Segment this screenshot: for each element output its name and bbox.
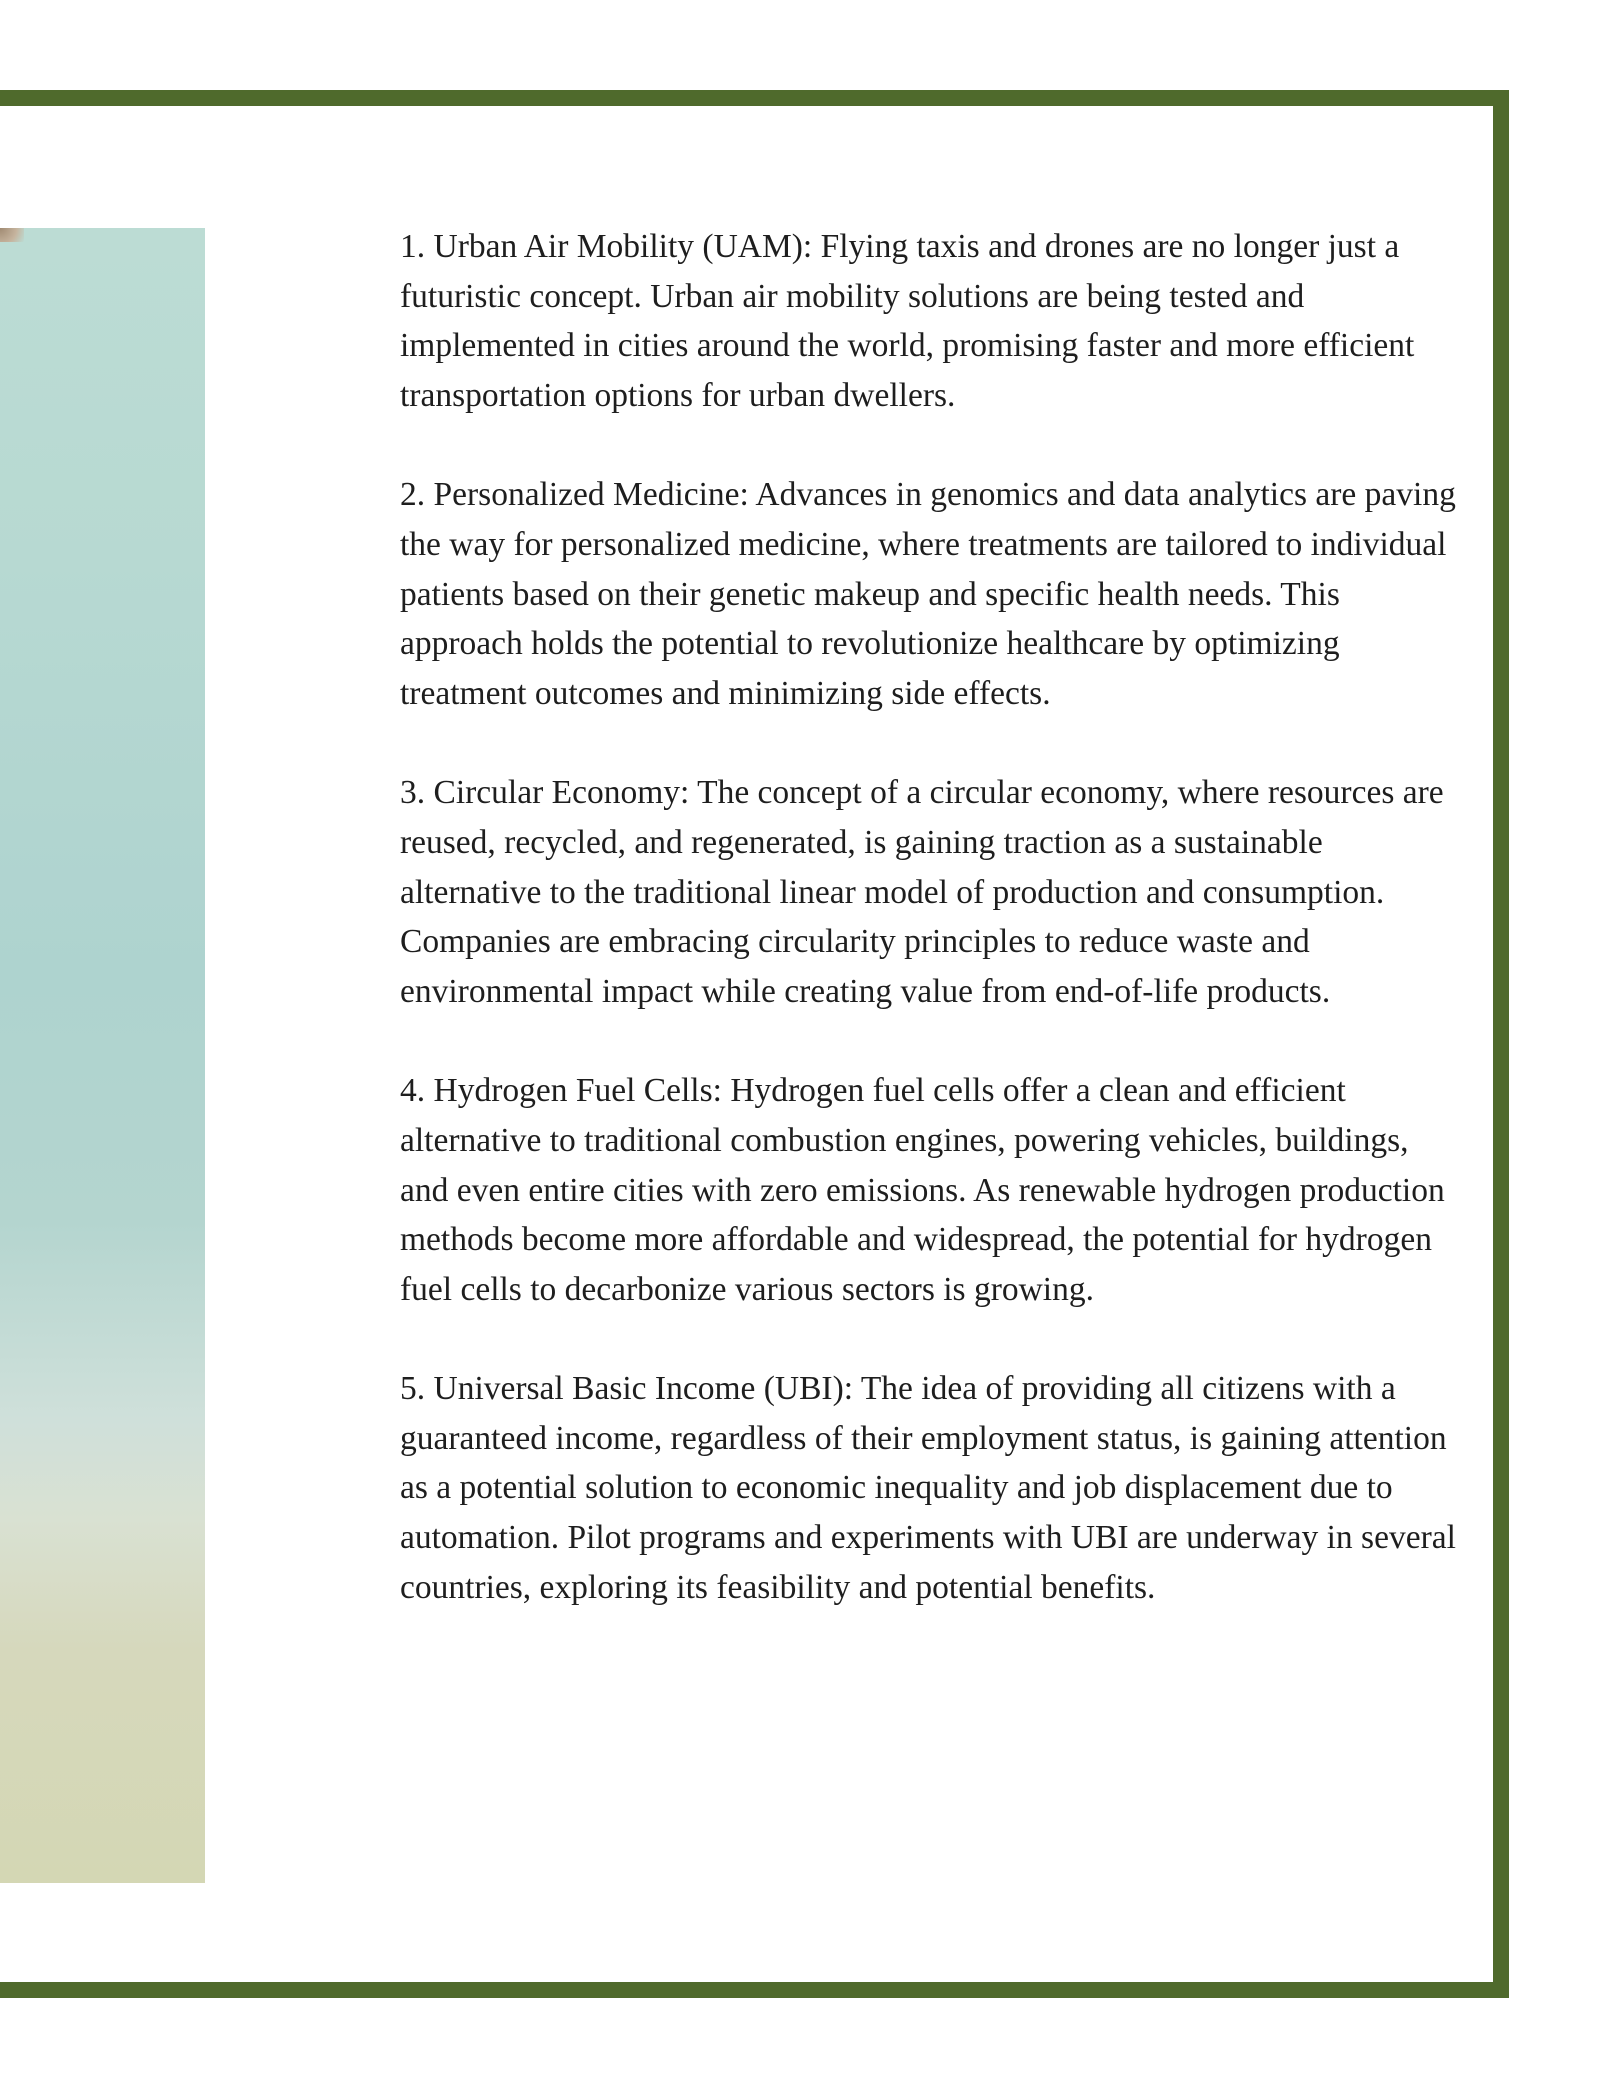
article-body [400, 222, 1460, 1612]
list-item-hydrogen-fuel-cells: 4. Hydrogen Fuel Cells: Hydrogen fuel cells offer a clean and efficient alternative to traditional combustion engines, powering vehicles, buildings, and even entire cities with zero emissions. As renewable hydrogen production methods become more affordable and widespread, the potential for hydrogen fuel cells to decarbonize various sectors is growing. [400, 1072, 1445, 1308]
list-item-personalized-medicine: 2. Personalized Medicine: Advances in genomics and data analytics are paving the way for personalized medicine, where treatments are tailored to individual patients based on their genetic makeup and specific health needs. This approach holds the potential to revolutionize healthcare by optimizing treatment outcomes and minimizing side effects. [400, 476, 1456, 712]
cropped-photo [0, 228, 205, 1883]
list-item-urban-air-mobility: 1. Urban Air Mobility (UAM): Flying taxis and drones are no longer just a futuristic concept. Urban air mobility solutions are being tested and implemented in cities around the world, promising faster and more efficient transportation options for urban dwellers. [400, 228, 1415, 414]
photo-corner-detail [0, 228, 24, 242]
list-item-circular-economy: 3. Circular Economy: The concept of a circular economy, where resources are reused, recycled, and regenerated, is gaining traction as a sustainable alternative to the traditional linear model of production and consumption. Companies are embracing circularity principles to reduce waste and environmental impact while creating value from end-of-life products. [400, 774, 1444, 1010]
list-item-universal-basic-income: 5. Universal Basic Income (UBI): The idea of providing all citizens with a guaranteed income, regardless of their employment status, is gaining attention as a potential solution to economic inequality and job displacement due to automation. Pilot programs and experiments with UBI are underway in several countries, exploring its feasibility and potential benefits. [400, 1370, 1456, 1606]
